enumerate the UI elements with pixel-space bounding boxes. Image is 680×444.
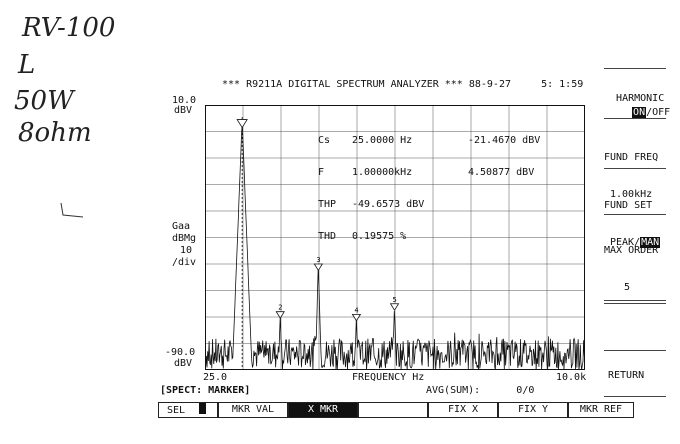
y-scale-1: dBMg xyxy=(172,233,197,244)
avg-status: AVG(SUM): 0/0 xyxy=(426,385,535,396)
side-divider-5 xyxy=(604,303,666,304)
softkey-mkr-val[interactable]: MKR VAL xyxy=(218,402,288,418)
harmonic-label: HARMONIC xyxy=(616,93,665,104)
harmonic-off: /OFF xyxy=(646,107,671,118)
measurement-readout xyxy=(318,113,336,252)
fund-freq-value: 1.00kHz xyxy=(610,189,653,200)
marker-1 xyxy=(237,120,247,128)
measurement-levels xyxy=(468,113,540,188)
marker-4 xyxy=(352,314,360,320)
y-bottom-value: -90.0 xyxy=(165,347,196,358)
softkey-fix-x[interactable]: FIX X xyxy=(428,402,498,418)
marker-label-3: 3 xyxy=(316,256,321,264)
handwritten-power: 50W xyxy=(14,86,74,116)
y-scale-2: 10 xyxy=(180,245,193,256)
marker-label-2: 2 xyxy=(278,303,283,312)
softkey-fix-y[interactable]: FIX Y xyxy=(498,402,568,418)
y-scale-0: Gaa xyxy=(172,221,191,232)
harmonic-toggle[interactable] xyxy=(620,96,670,118)
cs-label: Cs xyxy=(318,135,331,146)
y-top-unit: dBV xyxy=(174,105,193,116)
max-order-value: 5 xyxy=(624,282,631,293)
thd-value: 0.19575 % xyxy=(352,231,407,242)
handwritten-load: 8ohm xyxy=(18,118,92,148)
side-divider-0 xyxy=(604,68,666,69)
marker-3 xyxy=(314,264,322,270)
fund-freq-label: FUND FREQ xyxy=(604,152,659,163)
marker-label-4: 4 xyxy=(354,306,359,315)
f-value: 1.00000kHz xyxy=(352,167,413,178)
side-divider-1 xyxy=(604,118,666,119)
x-label: FREQUENCY Hz xyxy=(352,372,425,383)
softkey-x-mkr[interactable]: X MKR xyxy=(288,402,358,418)
side-divider-3 xyxy=(604,214,666,215)
f-level: 4.50877 dBV xyxy=(468,167,535,178)
max-order-button[interactable] xyxy=(604,223,658,304)
y-scale-3: /div xyxy=(172,257,197,268)
handwritten-mark xyxy=(55,195,85,225)
softkey-mkr-ref[interactable]: MKR REF xyxy=(568,402,634,418)
softkey-sel-label: SEL xyxy=(167,405,186,416)
y-bottom-unit: dBV xyxy=(174,358,193,369)
analyzer-title: *** R9211A DIGITAL SPECTRUM ANALYZER *** 88-9-27 5: 1:59 xyxy=(222,79,584,90)
measurement-values xyxy=(352,113,424,252)
side-divider-6 xyxy=(604,350,666,351)
mode-indicator: [SPECT: MARKER] xyxy=(160,385,251,396)
x-start: 25.0 xyxy=(203,372,228,383)
side-divider-7 xyxy=(604,396,666,397)
fund-set-peak: PEAK/ xyxy=(610,237,641,248)
side-divider-2 xyxy=(604,168,666,169)
thp-value: -49.6573 dBV xyxy=(352,199,425,210)
thd-label: THD xyxy=(318,231,337,242)
max-order-label: MAX ORDER xyxy=(604,245,659,256)
fund-set-label: FUND SET xyxy=(604,200,653,211)
marker-label-5: 5 xyxy=(392,295,397,304)
x-end: 10.0k xyxy=(556,372,587,383)
f-label: F xyxy=(318,167,325,178)
softkey-blank[interactable] xyxy=(358,402,428,418)
thp-label: THP xyxy=(318,199,337,210)
softkey-sel[interactable] xyxy=(158,402,218,418)
handwritten-channel: L xyxy=(18,50,36,80)
fund-set-man: MAN xyxy=(641,237,660,248)
return-button[interactable]: RETURN xyxy=(608,370,645,381)
handwritten-model: RV-100 xyxy=(22,13,116,43)
side-divider-4 xyxy=(604,300,666,301)
cs-value: 25.0000 Hz xyxy=(352,135,413,146)
harmonic-on: ON xyxy=(633,107,646,118)
cs-level: -21.4670 dBV xyxy=(468,135,541,146)
sel-cursor xyxy=(199,403,206,414)
y-top-value: 10.0 xyxy=(172,95,197,106)
marker-5 xyxy=(391,304,399,310)
